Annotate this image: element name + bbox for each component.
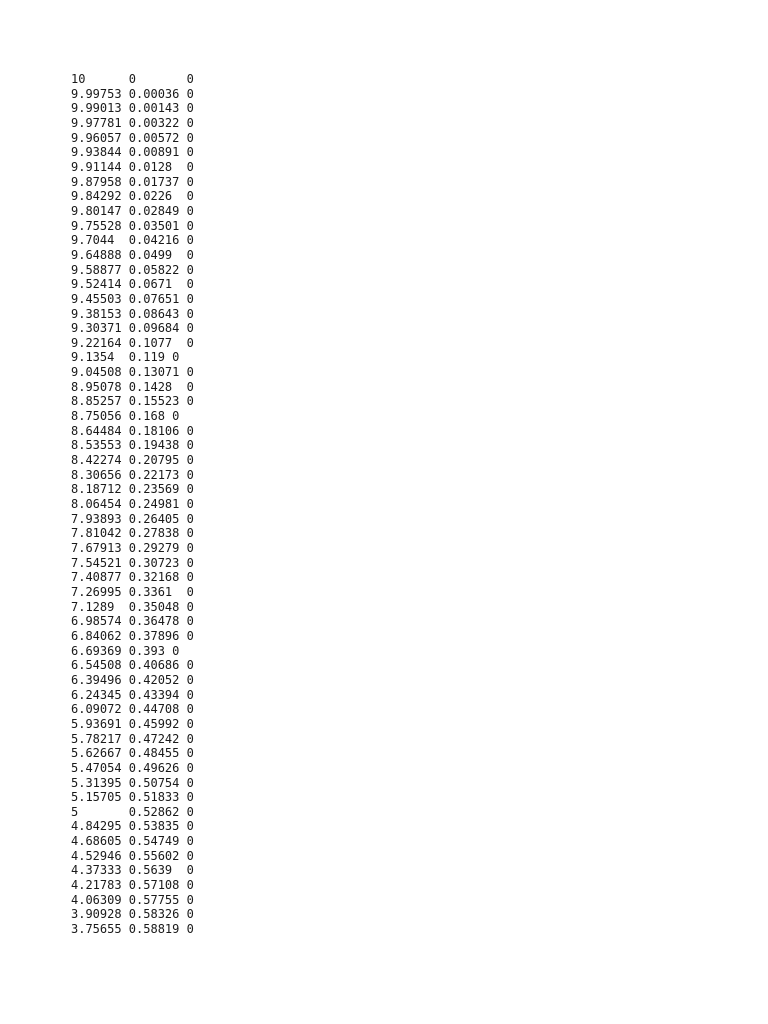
data-line: 3.75655 0.58819 0	[71, 922, 194, 937]
data-line: 9.45503 0.07651 0	[71, 291, 194, 306]
data-line: 8.42274 0.20795 0	[71, 453, 194, 468]
data-line: 6.39496 0.42052 0	[71, 672, 194, 687]
data-line: 5.93691 0.45992 0	[71, 716, 194, 731]
data-line: 8.53553 0.19438 0	[71, 438, 194, 453]
data-line: 9.75528 0.03501 0	[71, 218, 194, 233]
data-line: 4.84295 0.53835 0	[71, 819, 194, 834]
data-line: 8.06454 0.24981 0	[71, 497, 194, 512]
data-line: 8.18712 0.23569 0	[71, 482, 194, 497]
data-line: 5 0.52862 0	[71, 804, 194, 819]
data-line: 5.62667 0.48455 0	[71, 746, 194, 761]
data-line: 9.7044 0.04216 0	[71, 233, 194, 248]
data-line: 6.84062 0.37896 0	[71, 628, 194, 643]
data-line: 7.26995 0.3361 0	[71, 584, 194, 599]
data-line: 4.52946 0.55602 0	[71, 848, 194, 863]
data-line: 4.68605 0.54749 0	[71, 834, 194, 849]
data-line: 6.54508 0.40686 0	[71, 658, 194, 673]
data-line: 10 0 0	[71, 72, 194, 86]
coordinate-data-listing	[71, 72, 194, 937]
data-line: 9.91144 0.0128 0	[71, 159, 194, 174]
data-line: 6.09072 0.44708 0	[71, 702, 194, 717]
data-line: 9.1354 0.119 0	[71, 350, 180, 365]
data-line: 5.47054 0.49626 0	[71, 760, 194, 775]
data-line: 9.97781 0.00322 0	[71, 115, 194, 130]
data-line: 9.64888 0.0499 0	[71, 247, 194, 262]
data-line: 9.58877 0.05822 0	[71, 262, 194, 277]
data-line: 8.64484 0.18106 0	[71, 423, 194, 438]
data-line: 4.06309 0.57755 0	[71, 892, 194, 907]
data-line: 8.75056 0.168 0	[71, 409, 180, 424]
data-line: 7.81042 0.27838 0	[71, 526, 194, 541]
data-line: 9.93844 0.00891 0	[71, 145, 194, 160]
data-line: 7.1289 0.35048 0	[71, 599, 194, 614]
data-line: 6.24345 0.43394 0	[71, 687, 194, 702]
data-line: 6.69369 0.393 0	[71, 643, 180, 658]
data-line: 9.80147 0.02849 0	[71, 203, 194, 218]
data-line: 9.22164 0.1077 0	[71, 335, 194, 350]
data-line: 5.15705 0.51833 0	[71, 790, 194, 805]
data-line: 9.99753 0.00036 0	[71, 86, 194, 101]
data-line: 9.87958 0.01737 0	[71, 174, 194, 189]
data-line: 9.04508 0.13071 0	[71, 365, 194, 380]
data-line: 9.52414 0.0671 0	[71, 277, 194, 292]
data-line: 5.31395 0.50754 0	[71, 775, 194, 790]
data-line: 5.78217 0.47242 0	[71, 731, 194, 746]
data-line: 3.90928 0.58326 0	[71, 907, 194, 922]
data-line: 9.84292 0.0226 0	[71, 189, 194, 204]
data-line: 7.67913 0.29279 0	[71, 541, 194, 555]
data-line: 7.40877 0.32168 0	[71, 570, 194, 585]
data-line: 8.85257 0.15523 0	[71, 394, 194, 409]
data-line: 9.30371 0.09684 0	[71, 321, 194, 336]
data-line: 9.96057 0.00572 0	[71, 130, 194, 145]
data-line: 9.99013 0.00143 0	[71, 101, 194, 116]
data-line: 8.95078 0.1428 0	[71, 379, 194, 394]
data-line: 9.38153 0.08643 0	[71, 306, 194, 321]
data-line: 4.37333 0.5639 0	[71, 863, 194, 878]
data-line: 7.54521 0.30723 0	[71, 555, 194, 570]
data-line: 4.21783 0.57108 0	[71, 878, 194, 893]
data-line: 8.30656 0.22173 0	[71, 467, 194, 482]
data-line: 6.98574 0.36478 0	[71, 614, 194, 629]
data-line: 7.93893 0.26405 0	[71, 511, 194, 526]
